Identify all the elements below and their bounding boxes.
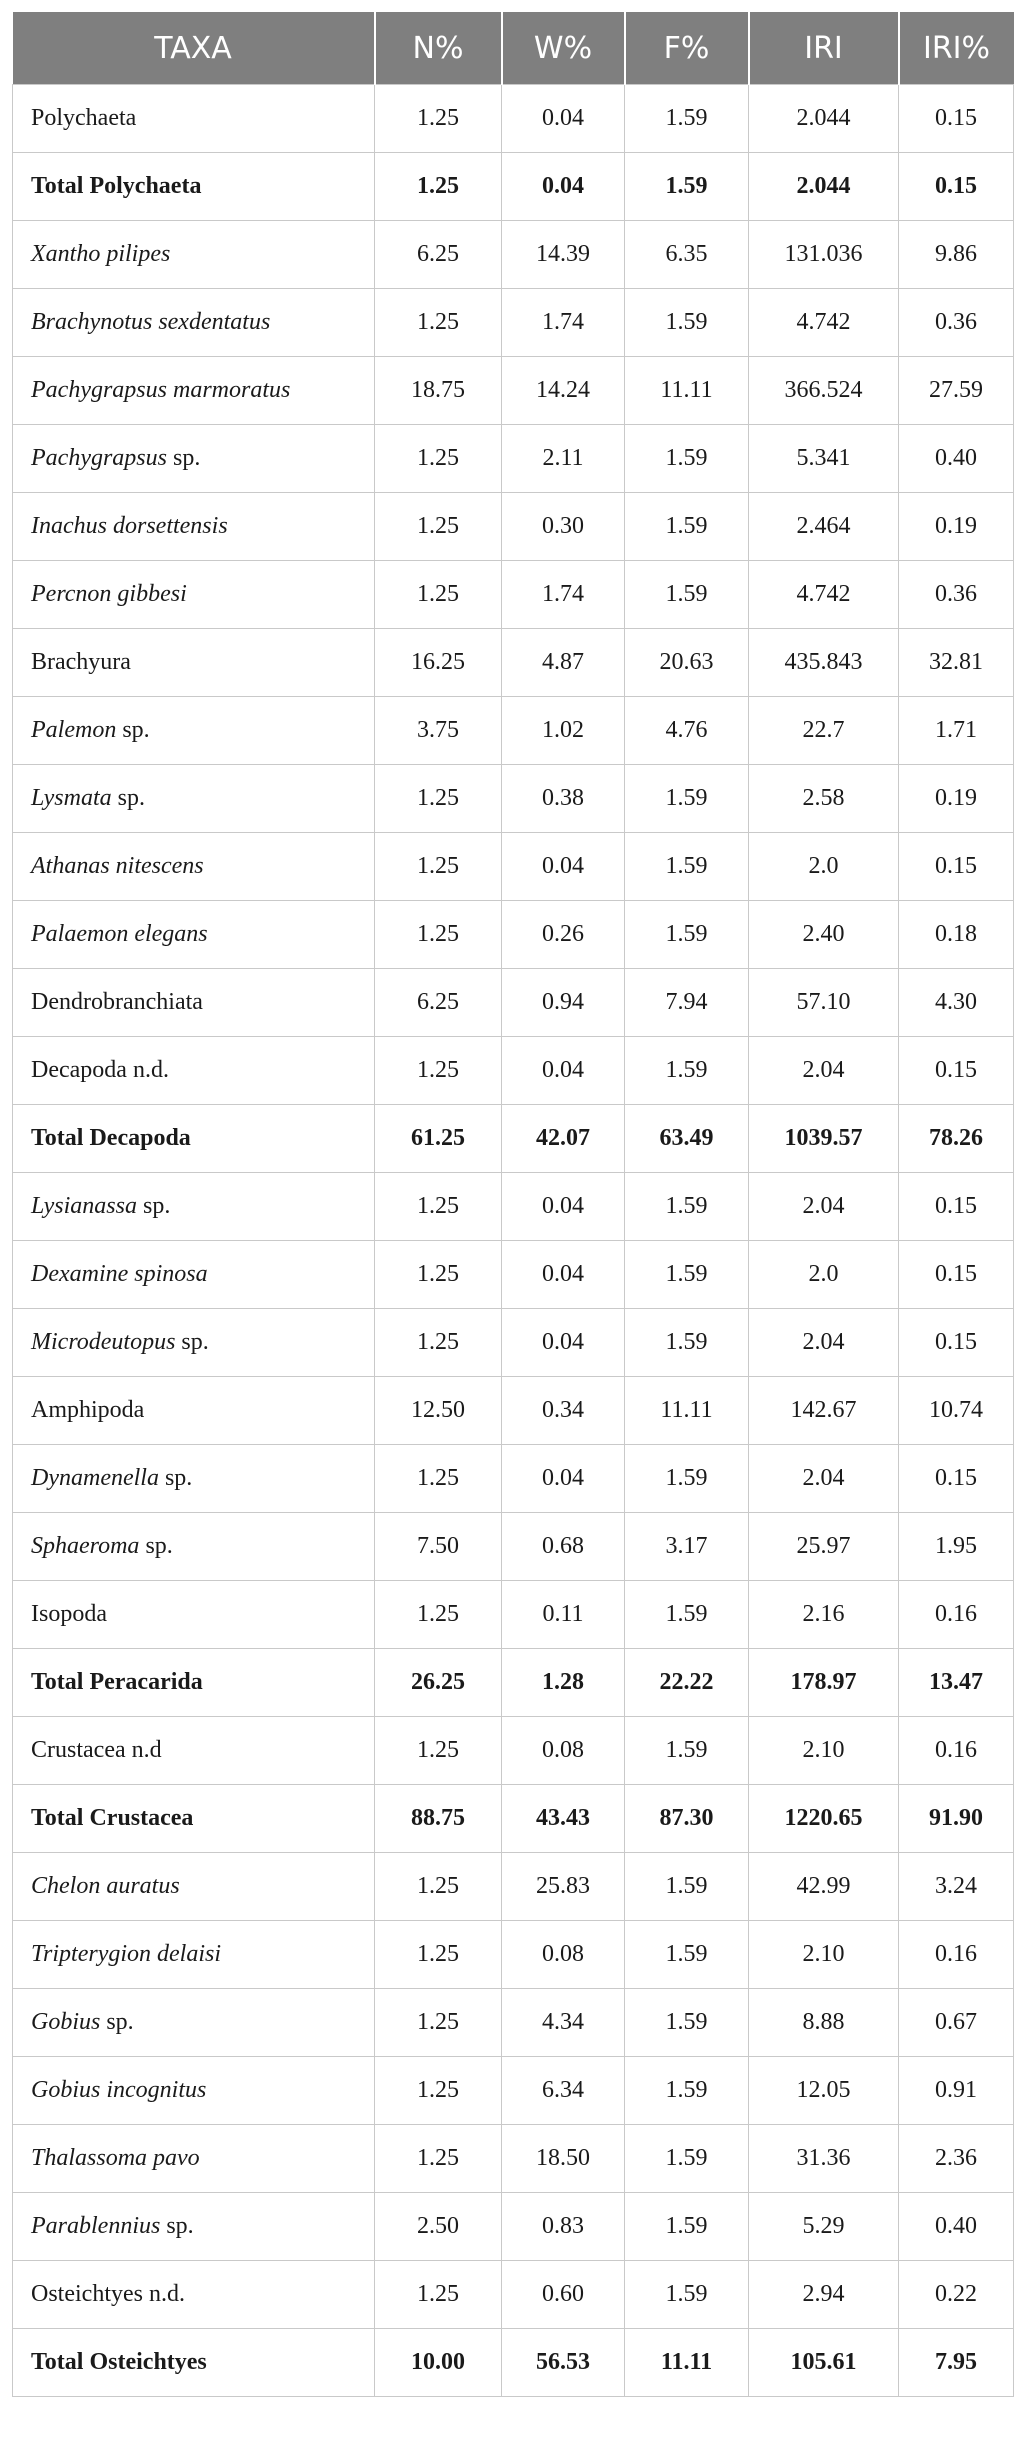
taxa-name-italic: Lysmata [31,785,112,811]
w-percent-cell: 0.04 [502,85,625,153]
iri-percent-cell: 78.26 [899,1105,1014,1173]
n-percent-cell: 1.25 [375,1581,502,1649]
taxa-cell [13,1377,375,1445]
iri-percent-cell: 0.36 [899,289,1014,357]
taxa-name: Total Polychaeta [31,173,202,199]
n-percent-cell: 1.25 [375,833,502,901]
taxa-cell [13,1853,375,1921]
w-percent-cell: 0.60 [502,2261,625,2329]
taxa-name-suffix: sp. [116,717,150,743]
iri-percent-cell: 0.15 [899,1309,1014,1377]
n-percent-cell: 1.25 [375,289,502,357]
f-percent-cell: 1.59 [625,289,749,357]
taxa-name-suffix: sp. [166,445,201,471]
w-percent-cell: 0.68 [502,1513,625,1581]
w-percent-cell: 25.83 [502,1853,625,1921]
iri-percent-cell: 10.74 [899,1377,1014,1445]
taxa-name-italic: Parablennius [31,2213,161,2239]
iri-cell: 2.04 [749,1309,899,1377]
taxa-cell [13,1105,375,1173]
iri-percent-cell: 0.15 [899,1241,1014,1309]
w-percent-cell: 0.34 [502,1377,625,1445]
w-percent-cell: 0.26 [502,901,625,969]
w-percent-cell: 0.38 [502,765,625,833]
taxa-cell [13,153,375,221]
w-percent-cell: 0.94 [502,969,625,1037]
taxa-name-italic: Dynamenella [31,1465,159,1491]
taxa-name-suffix: sp. [139,1533,173,1559]
iri-percent-cell: 0.91 [899,2057,1014,2125]
n-percent-cell: 1.25 [375,153,502,221]
n-percent-cell: 7.50 [375,1513,502,1581]
taxa-cell [13,1921,375,1989]
iri-percent-cell: 91.90 [899,1785,1014,1853]
taxa-cell [13,697,375,765]
f-percent-cell: 1.59 [625,1173,749,1241]
iri-cell: 22.7 [749,697,899,765]
f-percent-cell: 1.59 [625,1853,749,1921]
table-row [13,1173,1014,1241]
taxa-name-italic: Inachus dorsettensis [31,513,228,539]
taxa-name-italic: Percnon gibbesi [31,581,187,607]
taxa-name-suffix: sp. [160,2213,194,2239]
f-percent-cell: 1.59 [625,833,749,901]
f-percent-cell: 87.30 [625,1785,749,1853]
f-percent-cell: 7.94 [625,969,749,1037]
table-row [13,289,1014,357]
header-row [13,12,1014,85]
f-percent-cell: 6.35 [625,221,749,289]
taxa-cell [13,2057,375,2125]
taxa-cell [13,1581,375,1649]
taxa-cell [13,1037,375,1105]
iri-percent-cell: 0.15 [899,833,1014,901]
taxa-cell [13,2193,375,2261]
f-percent-cell: 22.22 [625,1649,749,1717]
taxa-cell [13,425,375,493]
f-percent-cell: 63.49 [625,1105,749,1173]
iri-cell: 2.94 [749,2261,899,2329]
n-percent-cell: 1.25 [375,493,502,561]
f-percent-cell: 11.11 [625,357,749,425]
taxa-cell [13,969,375,1037]
taxa-name-italic: Pachygrapsus marmoratus [31,377,291,403]
w-percent-cell: 1.74 [502,561,625,629]
header-iri: IRI [749,12,899,85]
n-percent-cell: 6.25 [375,969,502,1037]
iri-percent-cell: 0.15 [899,85,1014,153]
iri-cell: 178.97 [749,1649,899,1717]
iri-cell: 5.29 [749,2193,899,2261]
f-percent-cell: 11.11 [625,1377,749,1445]
taxa-cell [13,561,375,629]
taxa-cell [13,629,375,697]
taxa-cell [13,1309,375,1377]
iri-cell: 131.036 [749,221,899,289]
f-percent-cell: 1.59 [625,425,749,493]
table-row [13,153,1014,221]
w-percent-cell: 2.11 [502,425,625,493]
table-row [13,1853,1014,1921]
iri-cell: 2.04 [749,1445,899,1513]
f-percent-cell: 1.59 [625,85,749,153]
taxa-name: Isopoda [31,1601,107,1627]
taxa-name-italic: Lysianassa [31,1193,137,1219]
w-percent-cell: 0.04 [502,1173,625,1241]
taxa-name: Amphipoda [31,1397,145,1423]
w-percent-cell: 0.30 [502,493,625,561]
taxa-name-italic: Pachygrapsus [31,445,167,471]
taxa-cell [13,2261,375,2329]
iri-percent-cell: 0.19 [899,765,1014,833]
n-percent-cell: 1.25 [375,1445,502,1513]
taxa-name: Crustacea n.d [31,1737,162,1763]
n-percent-cell: 1.25 [375,1989,502,2057]
taxa-name-italic: Microdeutopus [31,1329,176,1355]
taxa-cell [13,1241,375,1309]
table-row [13,1445,1014,1513]
table-row [13,2329,1014,2397]
table-row [13,1989,1014,2057]
taxa-cell [13,833,375,901]
n-percent-cell: 88.75 [375,1785,502,1853]
w-percent-cell: 0.08 [502,1921,625,1989]
w-percent-cell: 14.39 [502,221,625,289]
f-percent-cell: 1.59 [625,1581,749,1649]
table-row [13,1649,1014,1717]
iri-percent-cell: 0.67 [899,1989,1014,2057]
iri-cell: 8.88 [749,1989,899,2057]
f-percent-cell: 1.59 [625,153,749,221]
iri-percent-cell: 0.36 [899,561,1014,629]
taxa-cell [13,1785,375,1853]
w-percent-cell: 6.34 [502,2057,625,2125]
table-row [13,1513,1014,1581]
taxa-cell [13,289,375,357]
f-percent-cell: 1.59 [625,1309,749,1377]
n-percent-cell: 1.25 [375,1241,502,1309]
table-row [13,1717,1014,1785]
table-row [13,1377,1014,1445]
table-row [13,2057,1014,2125]
taxa-name-italic: Palemon [31,717,117,743]
n-percent-cell: 1.25 [375,901,502,969]
iri-cell: 2.40 [749,901,899,969]
taxa-name: Total Osteichtyes [31,2349,207,2375]
f-percent-cell: 1.59 [625,901,749,969]
f-percent-cell: 4.76 [625,697,749,765]
w-percent-cell: 1.02 [502,697,625,765]
n-percent-cell: 16.25 [375,629,502,697]
taxa-name: Osteichtyes n.d. [31,2281,185,2307]
taxa-name-italic: Chelon auratus [31,1873,180,1899]
table-row [13,2125,1014,2193]
taxa-cell [13,765,375,833]
n-percent-cell: 1.25 [375,2057,502,2125]
taxa-name-suffix: sp. [111,785,145,811]
n-percent-cell: 1.25 [375,1717,502,1785]
table-row [13,1309,1014,1377]
table-row [13,1105,1014,1173]
f-percent-cell: 1.59 [625,765,749,833]
iri-cell: 42.99 [749,1853,899,1921]
n-percent-cell: 1.25 [375,1853,502,1921]
iri-cell: 2.10 [749,1921,899,1989]
taxa-name: Total Decapoda [31,1125,191,1151]
iri-cell: 2.16 [749,1581,899,1649]
w-percent-cell: 0.11 [502,1581,625,1649]
taxa-cell [13,85,375,153]
iri-percent-cell: 1.71 [899,697,1014,765]
iri-percent-cell: 0.15 [899,1037,1014,1105]
n-percent-cell: 1.25 [375,2125,502,2193]
table-body [13,85,1014,2397]
taxa-table [12,12,1014,2397]
f-percent-cell: 1.59 [625,2057,749,2125]
table-row [13,901,1014,969]
w-percent-cell: 0.04 [502,1037,625,1105]
n-percent-cell: 2.50 [375,2193,502,2261]
taxa-name-italic: Athanas nitescens [31,853,204,879]
taxa-cell [13,1445,375,1513]
iri-cell: 4.742 [749,561,899,629]
table-row [13,833,1014,901]
table-row [13,357,1014,425]
header-taxa: TAXA [13,12,375,85]
iri-cell: 2.04 [749,1173,899,1241]
iri-cell: 2.04 [749,1037,899,1105]
table-row [13,765,1014,833]
iri-cell: 2.0 [749,833,899,901]
n-percent-cell: 1.25 [375,1173,502,1241]
iri-percent-cell: 13.47 [899,1649,1014,1717]
taxa-name: Decapoda n.d. [31,1057,169,1083]
taxa-cell [13,357,375,425]
f-percent-cell: 1.59 [625,2193,749,2261]
f-percent-cell: 1.59 [625,493,749,561]
taxa-cell [13,901,375,969]
f-percent-cell: 11.11 [625,2329,749,2397]
f-percent-cell: 1.59 [625,1717,749,1785]
w-percent-cell: 0.04 [502,153,625,221]
taxa-cell [13,1173,375,1241]
f-percent-cell: 1.59 [625,1921,749,1989]
iri-cell: 2.10 [749,1717,899,1785]
iri-percent-cell: 0.16 [899,1921,1014,1989]
w-percent-cell: 42.07 [502,1105,625,1173]
header-w-percent: W% [502,12,625,85]
table-header [13,12,1014,85]
iri-percent-cell: 27.59 [899,357,1014,425]
iri-cell: 25.97 [749,1513,899,1581]
taxa-name-italic: Palaemon elegans [31,921,208,947]
iri-cell: 366.524 [749,357,899,425]
n-percent-cell: 1.25 [375,1037,502,1105]
table-row [13,561,1014,629]
f-percent-cell: 1.59 [625,1445,749,1513]
w-percent-cell: 0.83 [502,2193,625,2261]
iri-cell: 1039.57 [749,1105,899,1173]
table-row [13,2193,1014,2261]
iri-cell: 12.05 [749,2057,899,2125]
n-percent-cell: 3.75 [375,697,502,765]
n-percent-cell: 6.25 [375,221,502,289]
iri-cell: 142.67 [749,1377,899,1445]
iri-percent-cell: 9.86 [899,221,1014,289]
taxa-table-container [12,12,1013,2397]
table-row [13,1037,1014,1105]
iri-cell: 2.0 [749,1241,899,1309]
taxa-name-italic: Thalassoma pavo [31,2145,200,2171]
n-percent-cell: 61.25 [375,1105,502,1173]
taxa-name-italic: Xantho pilipes [31,241,171,267]
w-percent-cell: 1.28 [502,1649,625,1717]
iri-percent-cell: 0.15 [899,1173,1014,1241]
taxa-cell [13,221,375,289]
taxa-name: Total Crustacea [31,1805,194,1831]
table-row [13,85,1014,153]
iri-percent-cell: 0.18 [899,901,1014,969]
header-iri-percent: IRI% [899,12,1014,85]
w-percent-cell: 43.43 [502,1785,625,1853]
w-percent-cell: 14.24 [502,357,625,425]
taxa-name: Polychaeta [31,105,137,131]
n-percent-cell: 18.75 [375,357,502,425]
taxa-name-italic: Sphaeroma [31,1533,140,1559]
iri-percent-cell: 0.15 [899,153,1014,221]
n-percent-cell: 26.25 [375,1649,502,1717]
n-percent-cell: 1.25 [375,85,502,153]
taxa-name-italic: Brachynotus sexdentatus [31,309,271,335]
f-percent-cell: 3.17 [625,1513,749,1581]
iri-cell: 57.10 [749,969,899,1037]
table-row [13,1785,1014,1853]
iri-percent-cell: 1.95 [899,1513,1014,1581]
w-percent-cell: 1.74 [502,289,625,357]
taxa-name-suffix: sp. [175,1329,209,1355]
n-percent-cell: 10.00 [375,2329,502,2397]
f-percent-cell: 20.63 [625,629,749,697]
taxa-cell [13,493,375,561]
w-percent-cell: 0.04 [502,833,625,901]
table-row [13,629,1014,697]
iri-percent-cell: 2.36 [899,2125,1014,2193]
taxa-name-suffix: sp. [158,1465,193,1491]
table-row [13,697,1014,765]
w-percent-cell: 4.34 [502,1989,625,2057]
taxa-name: Total Peracarida [31,1669,203,1695]
table-row [13,2261,1014,2329]
iri-cell: 2.044 [749,153,899,221]
w-percent-cell: 0.04 [502,1241,625,1309]
f-percent-cell: 1.59 [625,1989,749,2057]
iri-cell: 2.58 [749,765,899,833]
iri-percent-cell: 0.40 [899,425,1014,493]
taxa-name-suffix: sp. [100,2009,134,2035]
taxa-cell [13,1717,375,1785]
iri-percent-cell: 0.16 [899,1581,1014,1649]
iri-percent-cell: 0.22 [899,2261,1014,2329]
iri-cell: 4.742 [749,289,899,357]
taxa-name-italic: Gobius [31,2009,101,2035]
iri-percent-cell: 7.95 [899,2329,1014,2397]
taxa-name: Dendrobranchiata [31,989,203,1015]
taxa-cell [13,2125,375,2193]
w-percent-cell: 4.87 [502,629,625,697]
table-row [13,1921,1014,1989]
taxa-cell [13,2329,375,2397]
taxa-cell [13,1989,375,2057]
iri-cell: 31.36 [749,2125,899,2193]
iri-cell: 5.341 [749,425,899,493]
iri-cell: 105.61 [749,2329,899,2397]
f-percent-cell: 1.59 [625,2125,749,2193]
header-f-percent: F% [625,12,749,85]
table-row [13,969,1014,1037]
n-percent-cell: 1.25 [375,2261,502,2329]
iri-percent-cell: 0.40 [899,2193,1014,2261]
f-percent-cell: 1.59 [625,1037,749,1105]
taxa-cell [13,1649,375,1717]
w-percent-cell: 0.08 [502,1717,625,1785]
n-percent-cell: 1.25 [375,561,502,629]
iri-percent-cell: 32.81 [899,629,1014,697]
taxa-name: Brachyura [31,649,131,675]
table-row [13,425,1014,493]
iri-cell: 1220.65 [749,1785,899,1853]
taxa-name-italic: Tripterygion delaisi [31,1941,222,1967]
w-percent-cell: 0.04 [502,1309,625,1377]
iri-cell: 2.464 [749,493,899,561]
f-percent-cell: 1.59 [625,2261,749,2329]
taxa-name-italic: Gobius incognitus [31,2077,207,2103]
iri-percent-cell: 3.24 [899,1853,1014,1921]
n-percent-cell: 1.25 [375,765,502,833]
n-percent-cell: 1.25 [375,425,502,493]
n-percent-cell: 12.50 [375,1377,502,1445]
iri-percent-cell: 0.15 [899,1445,1014,1513]
taxa-name-italic: Dexamine spinosa [31,1261,208,1287]
w-percent-cell: 0.04 [502,1445,625,1513]
header-n-percent: N% [375,12,502,85]
f-percent-cell: 1.59 [625,561,749,629]
w-percent-cell: 56.53 [502,2329,625,2397]
table-row [13,221,1014,289]
taxa-name-suffix: sp. [136,1193,171,1219]
w-percent-cell: 18.50 [502,2125,625,2193]
n-percent-cell: 1.25 [375,1309,502,1377]
n-percent-cell: 1.25 [375,1921,502,1989]
table-row [13,1581,1014,1649]
taxa-cell [13,1513,375,1581]
iri-cell: 435.843 [749,629,899,697]
iri-percent-cell: 4.30 [899,969,1014,1037]
table-row [13,1241,1014,1309]
iri-percent-cell: 0.16 [899,1717,1014,1785]
f-percent-cell: 1.59 [625,1241,749,1309]
iri-percent-cell: 0.19 [899,493,1014,561]
iri-cell: 2.044 [749,85,899,153]
table-row [13,493,1014,561]
